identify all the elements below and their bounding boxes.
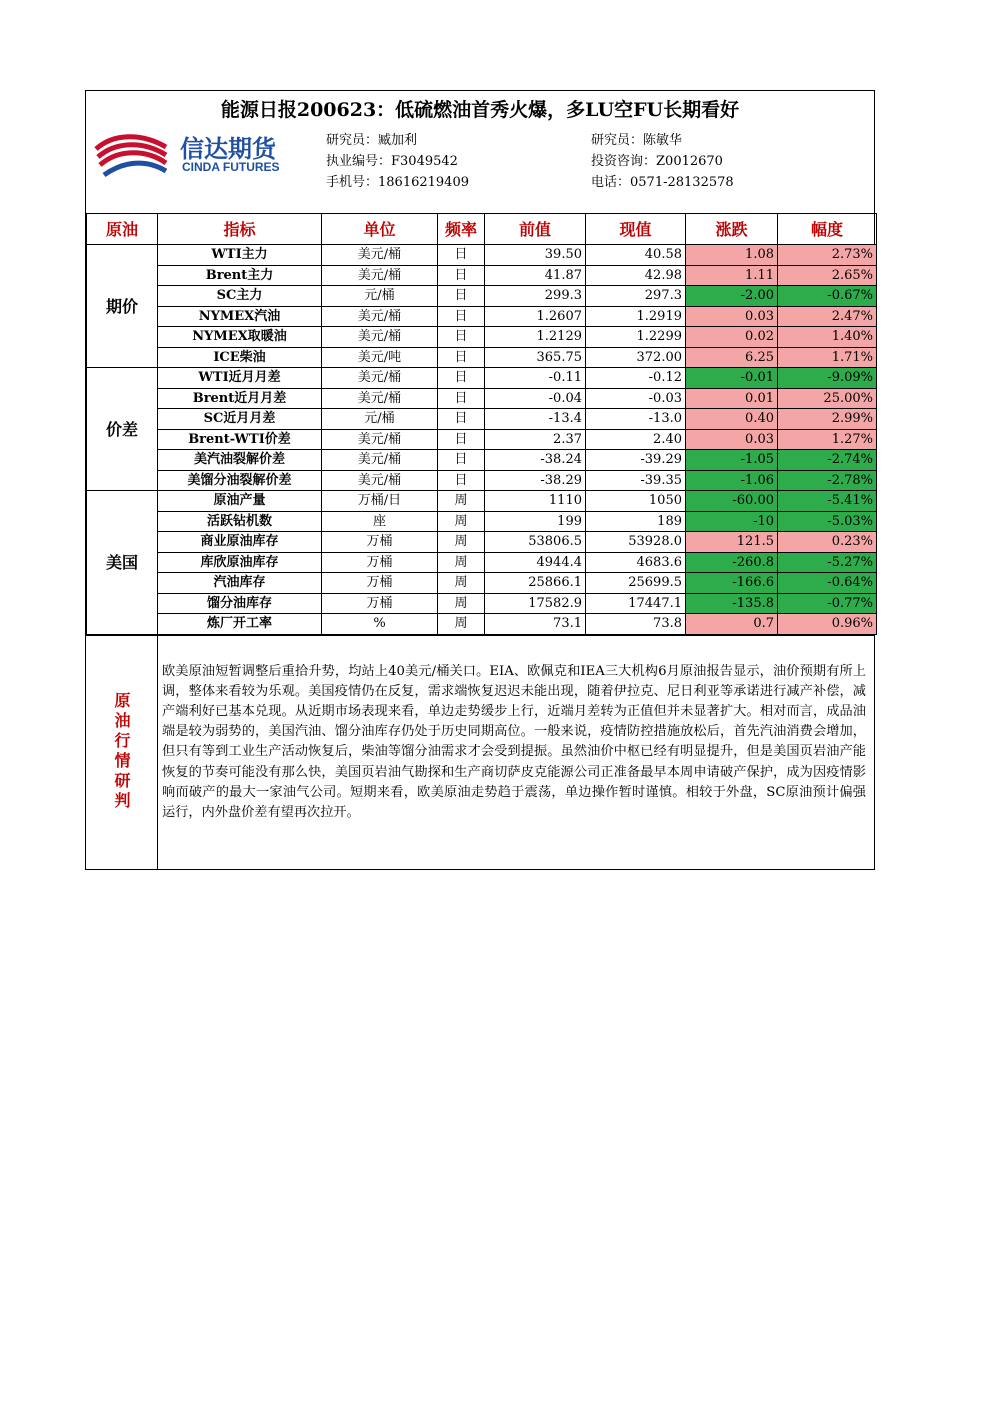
unit-cell: 万桶: [322, 552, 438, 573]
analysis-label: [86, 636, 158, 869]
unit-cell: 美元/桶: [322, 429, 438, 450]
current-value: 1.2919: [586, 306, 686, 327]
frequency-cell: 日: [438, 388, 485, 409]
change-percent: 0.96%: [778, 614, 877, 635]
indicator-name: WTI主力: [158, 245, 322, 266]
change-value: -1.05: [686, 450, 778, 471]
unit-cell: 美元/桶: [322, 470, 438, 491]
current-value: 53928.0: [586, 532, 686, 553]
table-row: [87, 245, 877, 266]
unit-cell: 美元/桶: [322, 388, 438, 409]
indicator-name: 活跃钻机数: [158, 511, 322, 532]
analysis-label-text: 原油行情研判: [112, 692, 131, 812]
frequency-cell: 日: [438, 245, 485, 266]
researcher-right-line-1: 研究员：陈敏华: [591, 133, 683, 148]
frequency-cell: 日: [438, 368, 485, 389]
previous-value: 1.2129: [485, 327, 586, 348]
researcher-left-line-1: 研究员：臧加利: [326, 133, 418, 148]
previous-value: 39.50: [485, 245, 586, 266]
table-row: [87, 614, 877, 635]
change-value: -0.01: [686, 368, 778, 389]
previous-value: -0.04: [485, 388, 586, 409]
previous-value: -38.29: [485, 470, 586, 491]
change-percent: 2.65%: [778, 265, 877, 286]
current-value: 4683.6: [586, 552, 686, 573]
frequency-cell: 日: [438, 409, 485, 430]
indicator-name: 原油产量: [158, 491, 322, 512]
change-percent: -2.74%: [778, 450, 877, 471]
frequency-cell: 周: [438, 552, 485, 573]
current-value: -0.03: [586, 388, 686, 409]
researcher-right-line-2: 投资咨询：Z0012670: [591, 154, 723, 169]
unit-cell: 美元/吨: [322, 347, 438, 368]
indicator-name: 炼厂开工率: [158, 614, 322, 635]
table-row: [87, 511, 877, 532]
analysis-text: 欧美原油短暂调整后重拾升势，均站上40美元/桶关口。EIA、欧佩克和IEA三大机构6月原油报告显示，油价预期有所上调，整体来看较为乐观。美国疫情仍在反复，需求端恢复迟迟未能出现，随着伊拉克、尼日利亚等承诺进行减产补偿，减产端利好已基本兑现。从近期市场表现来看，单边走势缓步上行，近端月差转为正值但并未显著扩大。相对而言，成品油端是较为弱势的，美国汽油、馏分油库存仍处于历史同期高位。一般来说，疫情防控措施放松后，首先汽油消费会增加，但只有等到工业生产活动恢复后，柴油等馏分油需求才会受到提振。虽然油价中枢已经有明显提升，但是美国页岩油产能恢复的节奏可能没有那么快，美国页岩油气勘探和生产商切萨皮克能源公司正准备最早本周申请破产保护，成为因疫情影响而破产的最大一家油气公司。短期来看，欧美原油走势趋于震荡，单边操作暂时谨慎。相较于外盘，SC原油预计偏强运行，内外盘价差有望再次拉开。: [162, 663, 866, 820]
change-value: -1.06: [686, 470, 778, 491]
table-row: [87, 347, 877, 368]
table-row: [87, 593, 877, 614]
previous-value: -0.11: [485, 368, 586, 389]
change-value: -260.8: [686, 552, 778, 573]
logo-cn-text: 信达期货: [180, 135, 276, 163]
current-value: -13.0: [586, 409, 686, 430]
unit-cell: 万桶: [322, 573, 438, 594]
previous-value: 199: [485, 511, 586, 532]
previous-value: 2.37: [485, 429, 586, 450]
current-value: 25699.5: [586, 573, 686, 594]
frequency-cell: 周: [438, 614, 485, 635]
current-value: -39.29: [586, 450, 686, 471]
change-value: 121.5: [686, 532, 778, 553]
table-row: [87, 388, 877, 409]
group-label: 期价: [87, 245, 158, 368]
header-previous: 前值: [485, 214, 586, 245]
change-value: 0.01: [686, 388, 778, 409]
previous-value: 73.1: [485, 614, 586, 635]
table-row: [87, 552, 877, 573]
change-value: -2.00: [686, 286, 778, 307]
change-percent: 1.27%: [778, 429, 877, 450]
header-info: [86, 127, 874, 213]
unit-cell: 元/桶: [322, 409, 438, 430]
header-frequency: 频率: [438, 214, 485, 245]
frequency-cell: 日: [438, 470, 485, 491]
indicator-name: 汽油库存: [158, 573, 322, 594]
change-value: -135.8: [686, 593, 778, 614]
indicator-name: 馏分油库存: [158, 593, 322, 614]
indicator-name: 美汽油裂解价差: [158, 450, 322, 471]
previous-value: 1.2607: [485, 306, 586, 327]
change-value: 0.7: [686, 614, 778, 635]
group-label: 价差: [87, 368, 158, 491]
frequency-cell: 日: [438, 286, 485, 307]
frequency-cell: 周: [438, 573, 485, 594]
change-value: -166.6: [686, 573, 778, 594]
current-value: 1.2299: [586, 327, 686, 348]
indicator-name: Brent主力: [158, 265, 322, 286]
indicator-table: [86, 213, 877, 635]
current-value: 297.3: [586, 286, 686, 307]
table-row: [87, 429, 877, 450]
indicator-name: 商业原油库存: [158, 532, 322, 553]
cinda-logo-icon: [94, 127, 294, 183]
change-percent: 2.73%: [778, 245, 877, 266]
current-value: 42.98: [586, 265, 686, 286]
analysis-section: [86, 635, 874, 869]
logo-en-text: CINDA FUTURES: [182, 160, 280, 174]
header-unit: 单位: [322, 214, 438, 245]
frequency-cell: 日: [438, 347, 485, 368]
current-value: -39.35: [586, 470, 686, 491]
table-row: [87, 368, 877, 389]
frequency-cell: 周: [438, 532, 485, 553]
unit-cell: 美元/桶: [322, 450, 438, 471]
previous-value: -13.4: [485, 409, 586, 430]
table-header-row: [87, 214, 877, 245]
frequency-cell: 日: [438, 327, 485, 348]
change-value: -60.00: [686, 491, 778, 512]
researcher-left: [326, 131, 469, 194]
table-row: [87, 409, 877, 430]
change-value: 1.08: [686, 245, 778, 266]
frequency-cell: 日: [438, 429, 485, 450]
current-value: 17447.1: [586, 593, 686, 614]
unit-cell: 美元/桶: [322, 327, 438, 348]
change-percent: 25.00%: [778, 388, 877, 409]
change-value: -10: [686, 511, 778, 532]
indicator-name: Brent近月月差: [158, 388, 322, 409]
report-title: 能源日报200623：低硫燃油首秀火爆，多LU空FU长期看好: [220, 99, 740, 121]
change-value: 0.40: [686, 409, 778, 430]
table-row: [87, 491, 877, 512]
current-value: -0.12: [586, 368, 686, 389]
indicator-name: 库欣原油库存: [158, 552, 322, 573]
previous-value: 41.87: [485, 265, 586, 286]
indicator-name: SC主力: [158, 286, 322, 307]
change-percent: 1.71%: [778, 347, 877, 368]
previous-value: 53806.5: [485, 532, 586, 553]
previous-value: 25866.1: [485, 573, 586, 594]
indicator-name: NYMEX汽油: [158, 306, 322, 327]
researcher-left-line-2: 执业编号：F3049542: [326, 154, 458, 169]
unit-cell: 万桶: [322, 532, 438, 553]
previous-value: -38.24: [485, 450, 586, 471]
current-value: 189: [586, 511, 686, 532]
unit-cell: 万桶: [322, 593, 438, 614]
change-value: 0.02: [686, 327, 778, 348]
indicator-name: WTI近月月差: [158, 368, 322, 389]
table-row: [87, 265, 877, 286]
current-value: 372.00: [586, 347, 686, 368]
header-indicator: 指标: [158, 214, 322, 245]
change-percent: -5.03%: [778, 511, 877, 532]
indicator-name: SC近月月差: [158, 409, 322, 430]
current-value: 40.58: [586, 245, 686, 266]
change-value: 0.03: [686, 306, 778, 327]
unit-cell: 万桶/日: [322, 491, 438, 512]
frequency-cell: 日: [438, 265, 485, 286]
group-label: 美国: [87, 491, 158, 635]
change-percent: 2.99%: [778, 409, 877, 430]
table-row: [87, 450, 877, 471]
indicator-name: 美馏分油裂解价差: [158, 470, 322, 491]
change-percent: -0.77%: [778, 593, 877, 614]
current-value: 2.40: [586, 429, 686, 450]
change-value: 0.03: [686, 429, 778, 450]
unit-cell: 座: [322, 511, 438, 532]
unit-cell: %: [322, 614, 438, 635]
current-value: 1050: [586, 491, 686, 512]
frequency-cell: 周: [438, 511, 485, 532]
frequency-cell: 日: [438, 306, 485, 327]
change-percent: -2.78%: [778, 470, 877, 491]
change-percent: 0.23%: [778, 532, 877, 553]
previous-value: 299.3: [485, 286, 586, 307]
report-sheet: [85, 90, 875, 870]
indicator-name: ICE柴油: [158, 347, 322, 368]
change-percent: -0.67%: [778, 286, 877, 307]
current-value: 73.8: [586, 614, 686, 635]
frequency-cell: 日: [438, 450, 485, 471]
researcher-left-line-3: 手机号：18616219409: [326, 175, 469, 190]
change-percent: -0.64%: [778, 573, 877, 594]
table-body: [87, 245, 877, 635]
change-percent: -9.09%: [778, 368, 877, 389]
table-row: [87, 327, 877, 348]
indicator-name: Brent-WTI价差: [158, 429, 322, 450]
previous-value: 1110: [485, 491, 586, 512]
change-value: 6.25: [686, 347, 778, 368]
table-row: [87, 470, 877, 491]
previous-value: 365.75: [485, 347, 586, 368]
header-category: 原油: [87, 214, 158, 245]
table-row: [87, 286, 877, 307]
previous-value: 17582.9: [485, 593, 586, 614]
unit-cell: 美元/桶: [322, 306, 438, 327]
unit-cell: 美元/桶: [322, 245, 438, 266]
change-percent: 2.47%: [778, 306, 877, 327]
unit-cell: 元/桶: [322, 286, 438, 307]
frequency-cell: 周: [438, 593, 485, 614]
header-current: 现值: [586, 214, 686, 245]
change-percent: 1.40%: [778, 327, 877, 348]
table-row: [87, 573, 877, 594]
table-row: [87, 306, 877, 327]
unit-cell: 美元/桶: [322, 265, 438, 286]
frequency-cell: 周: [438, 491, 485, 512]
researcher-right-line-3: 电话：0571-28132578: [591, 175, 734, 190]
table-row: [87, 532, 877, 553]
header-change: 涨跌: [686, 214, 778, 245]
header-percent: 幅度: [778, 214, 877, 245]
cinda-futures-logo: [94, 127, 294, 177]
change-percent: -5.27%: [778, 552, 877, 573]
change-percent: -5.41%: [778, 491, 877, 512]
researcher-right: [591, 131, 734, 194]
change-value: 1.11: [686, 265, 778, 286]
unit-cell: 美元/桶: [322, 368, 438, 389]
previous-value: 4944.4: [485, 552, 586, 573]
indicator-name: NYMEX取暖油: [158, 327, 322, 348]
